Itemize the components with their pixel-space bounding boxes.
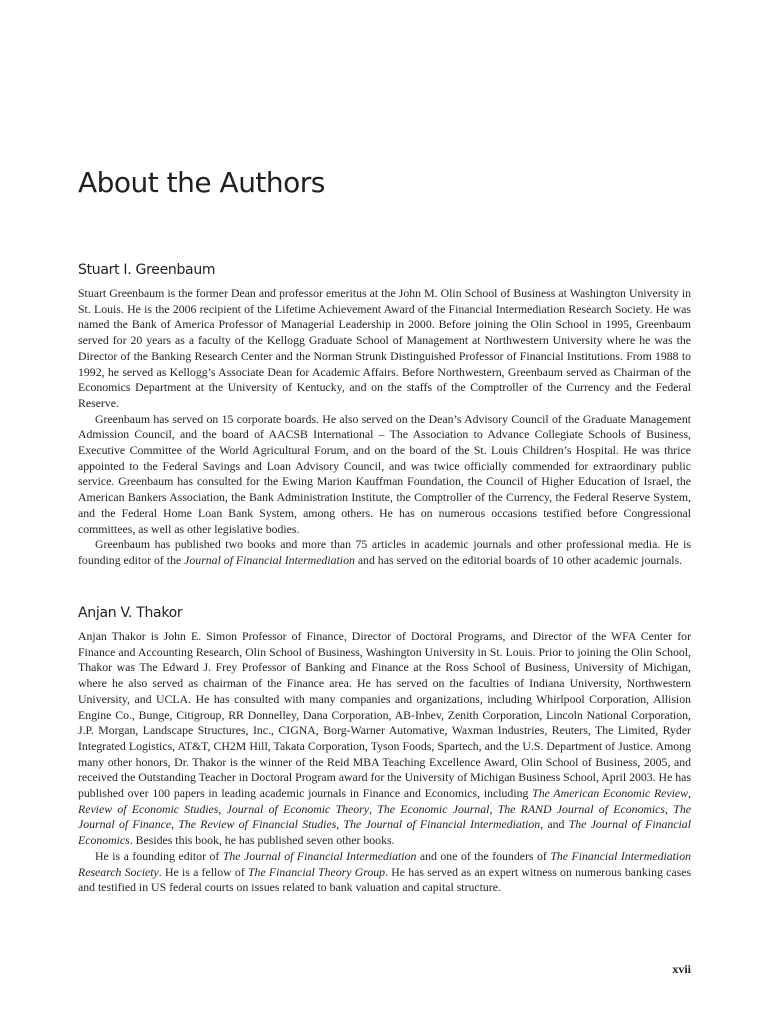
bio-text: and one of the founders of xyxy=(416,848,551,863)
separator: , xyxy=(336,817,344,832)
separator: , xyxy=(218,801,227,816)
separator: , xyxy=(369,801,378,816)
separator: , xyxy=(688,786,691,801)
journal-title: The Review of Financial Studies xyxy=(178,817,337,832)
bio-paragraph xyxy=(78,849,691,896)
separator: , xyxy=(665,801,674,816)
bio-text: Anjan Thakor is John E. Simon Professor of Finance, Director of Doctoral Programs, and Director of the WFA Center for Finance and Accounting Research, Olin School of Business, Washington University in St. Louis. Prior to joining the Olin School, Thakor was The Edward J. Frey Professor of Banking and Finance at the Ross School of Business, University of Michigan, where he also served as chairman of the Finance area. He has served on the faculties of Indiana University, Northwestern University, and UCLA. He has consulted with many companies and organizations, including Whirlpool Corporation, Allision Engine Co., Bunge, Citigroup, RR Donnelley, Dana Corporation, AB-Inbev, Zenith Corporation, Lincoln National Corporation, J.P. Morgan, Landscape Structures, Inc., CIGNA, Borg-Warner Automative, Waxman Industries, Reuters, The Limited, Ryder Integrated Logistics, AT&T, CH2M Hill, Takata Corporation, Tyson Foods, Spartech, and the U.S. Department of Justice. Among many other honors, Dr. Thakor is the winner of the Reid MBA Teaching Excellence Award, Olin School of Business, 2005, and received the Outstanding Teacher in Doctoral Program award for the University of Michigan Business School, April 2003. He has published over 100 papers in leading academic journals in Finance and Economics, including xyxy=(78,629,691,801)
bio-paragraph xyxy=(78,537,691,568)
bio-text: and has served on the editorial boards of 10 other academic journals. xyxy=(354,552,683,567)
separator: , xyxy=(489,801,498,816)
page-title: About the Authors xyxy=(78,166,325,199)
journal-title: The Journal of Financial Economics xyxy=(78,817,691,848)
bio-text: . He is a fellow of xyxy=(158,864,248,879)
author-name: Stuart I. Greenbaum xyxy=(78,262,216,278)
society-name: The Financial Intermediation Research Society xyxy=(78,848,691,879)
journal-title: Journal of Financial Intermediation xyxy=(184,552,355,567)
separator: , xyxy=(171,817,179,832)
journal-title: The American Economic Review xyxy=(532,786,689,801)
bio-paragraph: Greenbaum has served on 15 corporate boards. He also served on the Dean’s Advisory Council of the Graduate Management Admission Council, and the board of AACSB International – The Association to Advance Collegiate Schools of Business, Executive Committee of the World Agricultural Forum, and on the board of the St. Louis Children’s Hospital. He was thrice appointed to the Federal Savings and Loan Advisory Council, and was twice officially commended for extraordinary public service. Greenbaum has consulted for the Ewing Marion Kauffman Foundation, the Council of Higher Education of Israel, the American Bankers Association, the Bank Administration Institute, the Comptroller of the Currency, the Federal Reserve System, and the Federal Home Loan Bank System, among others. He has on numerous occasions testified before Congressional committees, as well as other legislative bodies. xyxy=(78,411,691,536)
journal-title: The Economic Journal xyxy=(377,801,490,816)
journal-title: Journal of Economic Theory xyxy=(226,801,370,816)
author-name: Anjan V. Thakor xyxy=(78,605,183,621)
group-name: The Financial Theory Group xyxy=(248,864,386,879)
journal-title: The RAND Journal of Economics xyxy=(497,801,666,816)
bio-paragraph xyxy=(78,629,691,849)
page-number: xvii xyxy=(672,962,691,976)
bio-paragraph: Stuart Greenbaum is the former Dean and professor emeritus at the John M. Olin School of Business at Washington University in St. Louis. He is the 2006 recipient of the Lifetime Achievement Award of the Financial Intermediation Research Society. He was named the Bank of America Professor of Managerial Leadership in 2000. Before joining the Olin School in 1995, Greenbaum served for 20 years as a faculty of the Kellogg Graduate School of Management at Northwestern University where he was the Director of the Banking Research Center and the Norman Strunk Distinguished Professor of Financial Institutions. From 1988 to 1992, he served as Kellogg’s Associate Dean for Academic Affairs. Before Northwestern, Greenbaum served as Chairman of the Economics Department at the University of Kentucky, and on the staffs of the Comptroller of the Currency and the Federal Reserve. xyxy=(78,286,691,410)
bio-text: He is a founding editor of xyxy=(95,848,223,863)
bio-text: . He has served as an expert witness on numerous banking cases and testified in US federal courts on issues related to bank valuation and capital structure. xyxy=(78,864,691,895)
journal-title: The Journal of Financial Intermediation xyxy=(222,848,417,863)
bio-text: . Besides this book, he has published seven other books. xyxy=(129,833,395,848)
journal-title: The Journal of Finance xyxy=(78,801,691,832)
separator: , and xyxy=(540,817,569,832)
author-section-thakor xyxy=(78,605,691,896)
journal-title: Review of Economic Studies xyxy=(78,801,219,816)
author-section-greenbaum xyxy=(78,262,691,569)
journal-title: The Journal of Financial Intermediation xyxy=(343,817,541,832)
bio-text: Greenbaum has published two books and more than 75 articles in academic journals and other professional media. He is founding editor of the xyxy=(78,537,691,567)
